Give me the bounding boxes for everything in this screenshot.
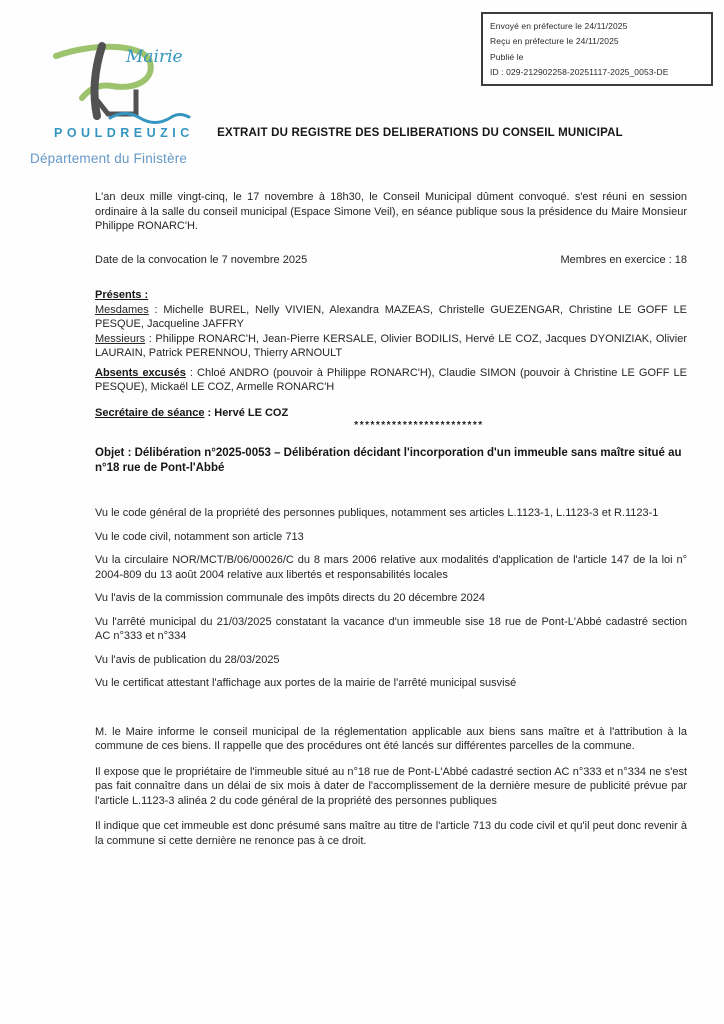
logo-mairie-script: Mairie	[126, 47, 183, 67]
body-paragraph: Il indique que cet immeuble est donc présumé sans maître au titre de l'article 713 du code civil et qu'il peut donc revenir à la commune si cette dernière ne renonce pas à ce droit.	[95, 820, 687, 847]
mesdames-label: Mesdames	[95, 303, 149, 316]
mairie-pouldreuzic-logo-icon	[50, 40, 200, 145]
vu-item: Vu l'arrêté municipal du 21/03/2025 constatant la vacance d'un immeuble sise 18 rue de Pont-L'Abbé cadastré section AC n°333 et n°334	[95, 615, 687, 642]
department-label: Département du Finistère	[30, 151, 188, 166]
mesdames-names: : Michelle BUREL, Nelly VIVIEN, Alexandra MAZEAS, Christelle GUEZENGAR, Christine LE GOFF LE PESQUE, Jacqueline JAFFRY	[95, 303, 687, 330]
vu-item: Vu le certificat attestant l'affichage aux portes de la mairie de l'arrêté municipal susvisé	[95, 677, 517, 689]
logo-chair-shape	[97, 92, 136, 114]
vu-item: Vu le code général de la propriété des personnes publiques, notamment ses articles L.1123-1, L.1123-3 et R.1123-1	[95, 507, 659, 519]
asterisk-separator: ************************	[354, 420, 484, 431]
messieurs-label: Messieurs	[95, 332, 146, 345]
logo-wave-icon	[110, 114, 189, 123]
secretaire-name: : Hervé LE COZ	[204, 406, 289, 419]
document-body	[95, 190, 687, 859]
vu-item: Vu l'avis de publication du 28/03/2025	[95, 653, 280, 666]
secretaire-line	[95, 406, 687, 421]
stamp-line-envoye: Envoyé en préfecture le 24/11/2025	[490, 20, 628, 31]
attendance-block	[95, 288, 687, 361]
intro-paragraph: L'an deux mille vingt-cinq, le 17 novembre à 18h30, le Conseil Municipal dûment convoqué. s'est réuni en session ordinaire à la salle du conseil municipal (Espace Simone Veil), en séance publique sous la présidence du Maire Monsieur Philippe RONARC'H.	[95, 191, 687, 232]
logo-commune-name: POULDREUZIC	[54, 126, 194, 140]
presents-mesdames	[95, 303, 687, 332]
vu-item: Vu la circulaire NOR/MCT/B/06/00026/C du 8 mars 2006 relative aux modalités d'application de l'article 147 de la loi n° 2004-809 du 13 août 2004 relative aux libertés et responsabilités locales	[95, 554, 687, 581]
convocation-date: Date de la convocation le 7 novembre 2025	[95, 253, 308, 266]
objet-heading: Objet : Délibération n°2025-0053 – Délibération décidant l'incorporation d'un immeuble sans maître situé au n°18 rue de Pont-l'Abbé	[95, 447, 682, 474]
absents-label: Absents excusés	[95, 366, 186, 379]
secretaire-label: Secrétaire de séance	[95, 406, 205, 419]
vu-item: Vu l'avis de la commission communale des impôts directs du 20 décembre 2024	[95, 592, 485, 604]
convocation-row	[95, 253, 687, 268]
document-title: EXTRAIT DU REGISTRE DES DELIBERATIONS DU CONSEIL MUNICIPAL	[217, 127, 623, 139]
presents-heading: Présents :	[95, 289, 149, 301]
body-paragraph: Il expose que le propriétaire de l'immeuble situé au n°18 rue de Pont-L'Abbé cadastré section AC n°333 et n°334 ne s'est pas fait connaître dans un délai de six mois à dater de l'accomplissement de la dernière mesure de publicité prévue par l'article L.1123-3 alinéa 2 du code général de la propriété des personnes publiques	[95, 765, 687, 807]
members-in-office: Membres en exercice : 18	[560, 253, 687, 266]
prefecture-stamp-box	[481, 12, 713, 86]
stamp-line-id: ID : 029-212902258-20251117-2025_0053-DE	[490, 67, 669, 78]
absents-names: : Chloé ANDRO (pouvoir à Philippe RONARC'H), Claudie SIMON (pouvoir à Christine LE GOFF LE PESQUE), Mickaël LE COZ, Armelle RONARC'H	[95, 366, 687, 393]
body-paragraph: M. le Maire informe le conseil municipal de la réglementation applicable aux biens sans maître et à l'attribution à la commune de ces biens. Il rappelle que des procédures ont été lancés sur différentes parcelles de la commune.	[95, 725, 687, 752]
presents-messieurs	[95, 332, 687, 361]
absents-line	[95, 366, 687, 395]
stamp-line-recu: Reçu en préfecture le 24/11/2025	[490, 36, 619, 47]
stamp-line-publie: Publié le	[490, 51, 524, 62]
vu-item: Vu le code civil, notamment son article 713	[95, 530, 304, 543]
messieurs-names: : Philippe RONARC'H, Jean-Pierre KERSALE, Olivier BODILIS, Hervé LE COZ, Jacques DYONIZIAK, Olivier LAURAIN, Patrick PERENNOU, Thierry ARNOULT	[95, 332, 687, 359]
